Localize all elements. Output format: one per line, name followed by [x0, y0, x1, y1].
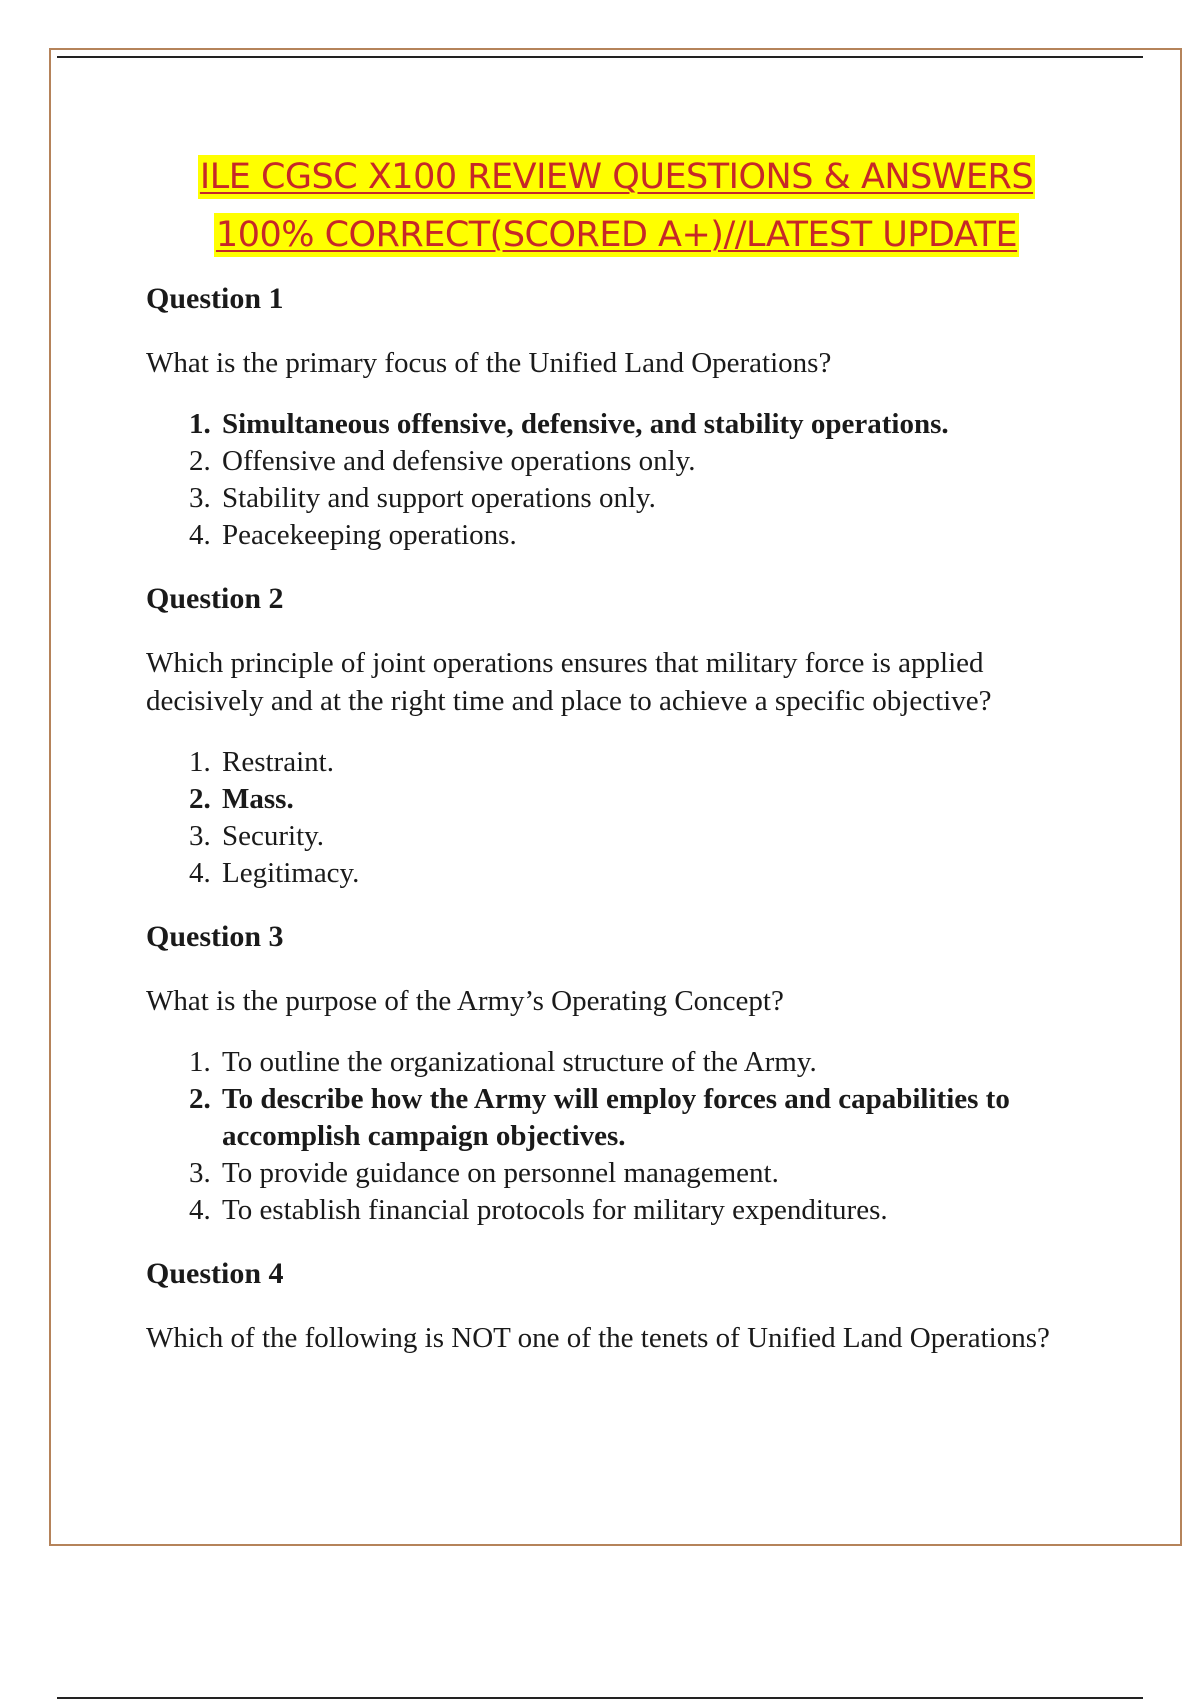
title-line-2: 100% CORRECT(SCORED A+)//LATEST UPDATE [215, 215, 1018, 255]
question-heading: Question 4 [146, 1257, 284, 1290]
question-heading: Question 2 [146, 582, 284, 615]
question-4 [146, 1255, 1106, 1357]
question-prompt: What is the primary focus of the Unified Land Operations? [146, 347, 832, 379]
option: 1. To outline the organizational structure of the Army. [218, 1044, 1106, 1081]
questions-content [146, 280, 1106, 1381]
option: 4. Legitimacy. [218, 855, 1106, 892]
option: 4. Peacekeeping operations. [218, 517, 1106, 554]
question-prompt: Which principle of joint operations ensures that military force is applied decisively and at the right time and place to achieve a specific objective? [146, 647, 992, 717]
document-title [0, 148, 1200, 264]
option: 3. Stability and support operations only. [218, 480, 1106, 517]
option: 4. To establish financial protocols for military expenditures. [218, 1192, 1106, 1229]
bottom-rule [57, 1697, 1143, 1699]
question-heading: Question 3 [146, 920, 284, 953]
option-correct: 2. Mass. [218, 781, 1106, 818]
option: 1. Restraint. [218, 744, 1106, 781]
option-correct: 2. To describe how the Army will employ forces and capabilities to accomplish campaign objectives. [218, 1081, 1106, 1155]
question-2 [146, 580, 1106, 892]
options-list [146, 744, 1106, 892]
option: 3. Security. [218, 818, 1106, 855]
question-heading: Question 1 [146, 282, 284, 315]
option: 3. To provide guidance on personnel management. [218, 1155, 1106, 1192]
question-prompt: Which of the following is NOT one of the tenets of Unified Land Operations? [146, 1322, 1050, 1354]
title-line-1: ILE CGSC X100 REVIEW QUESTIONS & ANSWERS [199, 157, 1034, 197]
options-list [146, 1044, 1106, 1229]
question-prompt: What is the purpose of the Army’s Operating Concept? [146, 985, 784, 1017]
option: 2. Offensive and defensive operations only. [218, 443, 1106, 480]
options-list [146, 406, 1106, 554]
question-1 [146, 280, 1106, 554]
question-3 [146, 918, 1106, 1229]
option-correct: 1. Simultaneous offensive, defensive, and stability operations. [218, 406, 1106, 443]
